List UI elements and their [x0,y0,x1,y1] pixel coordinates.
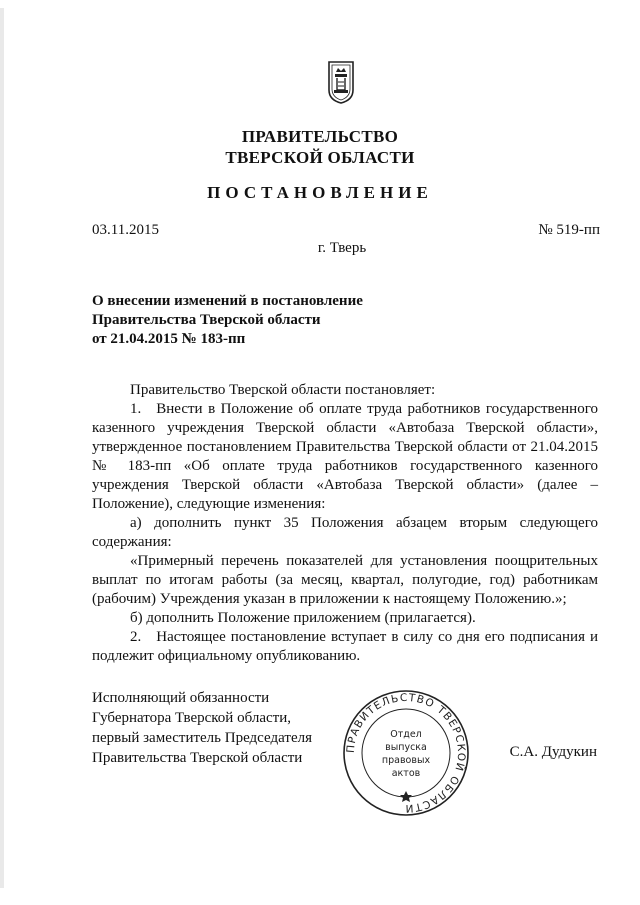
body-intro: Правительство Тверской области постановляет: [130,382,436,398]
signer-line-2: Губернатора Тверской области, [92,710,291,726]
signer-block [92,688,312,768]
stamp-center-line-1: Отдел [390,729,422,740]
government-title-line-2: ТВЕРСКОЙ ОБЛАСТИ [225,148,415,167]
body-item-a: а) дополнить пункт 35 Положения абзацем вторым следующего содержания: [92,515,598,550]
coat-of-arms-icon [327,60,355,104]
body-item-2: 2. Настоящее постановление вступает в силу со дня его подписания и подлежит официальному опубликованию. [92,629,598,664]
subject-line-2: Правительства Тверской области [92,312,321,328]
subject-line-3: от 21.04.2015 № 183-пп [92,331,246,347]
document-number: № 519-пп [538,222,600,238]
stamp-center-line-2: выпуска [385,742,427,753]
document-subject [92,292,363,349]
government-title-line-1: ПРАВИТЕЛЬСТВО [241,127,399,146]
stamp-center-line-4: актов [391,768,421,779]
stamp-center-line-3: правовых [381,755,431,766]
star-icon [400,791,412,802]
document-body [92,381,598,666]
official-stamp [341,688,471,818]
body-quote: «Примерный перечень показателей для установления поощрительных выплат по итогам работы (за месяц, квартал, полугодие, год) работникам (рабочим) Учреждения указан в приложении к настоящему Положению.»; [92,553,598,607]
body-item-b: б) дополнить Положение приложением (прилагается). [130,610,476,626]
body-item-1: 1. Внести в Положение об оплате труда работников государственного казенного учреждения Тверской области «Автобаза Тверской области», утвержденное постановлением Правительства Тверской области от 21.04.2015 № 183-пп «Об оплате труда работников государственного казенного учреждения Тверской области «Автобаза Тверской области» (далее – Положение), следующие изменения: [92,401,598,512]
stamp-ring-text: ПРАВИТЕЛЬСТВО ТВЕРСКОЙ ОБЛАСТИ [344,691,468,815]
signer-line-1: Исполняющий обязанности [92,690,270,706]
signer-name: С.А. Дудукин [509,744,597,760]
signer-line-3: первый заместитель Председателя [92,730,312,746]
document-type: ПОСТАНОВЛЕНИЕ [207,183,433,202]
subject-line-1: О внесении изменений в постановление [92,293,363,309]
signer-line-4: Правительства Тверской области [92,750,303,766]
document-city: г. Тверь [317,240,367,256]
document-date: 03.11.2015 [92,222,159,238]
